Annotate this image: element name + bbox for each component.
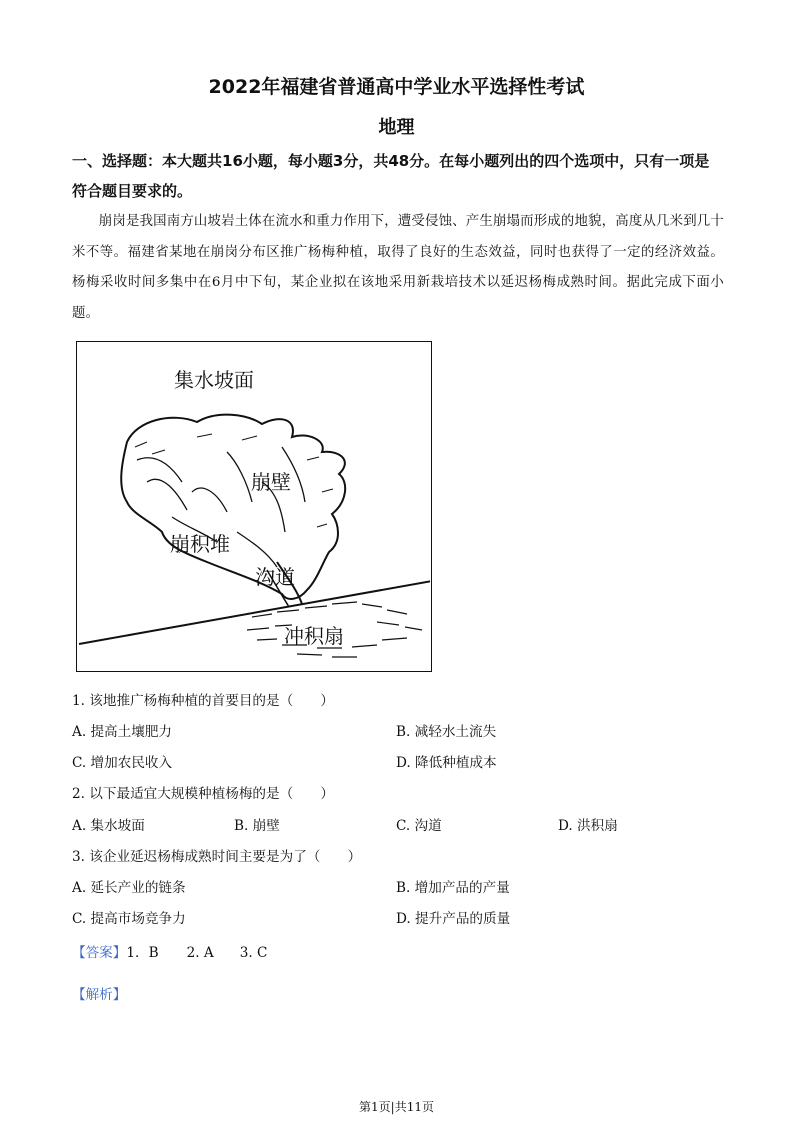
subject-title: 地理 xyxy=(378,117,415,138)
question-2-stem: 2. 以下最适宜大规模种植杨梅的是（ ） xyxy=(72,786,334,802)
passage-text: 崩岗是我国南方山坡岩土体在流水和重力作用下，遭受侵蚀、产生崩塌而形成的地貌，高度从几米到几十米不等。福建省某地在崩岗分布区推广杨梅种植，取得了良好的生态效益，同时也获得了一定的经济效益。杨梅采收时间多集中在6月中下旬，某企业拟在该地采用新栽培技术以延迟杨梅成熟时间。据此完成下面小题。 xyxy=(72,214,724,321)
question-1-option-c: C. 增加农民收入 xyxy=(72,755,173,771)
page-number: 第1页|共11页 xyxy=(359,1100,434,1114)
label-catchment-slope: 集水坡面 xyxy=(174,368,254,392)
answer-1: 1．B xyxy=(126,945,159,961)
question-2-option-d: D. 洪积扇 xyxy=(558,818,618,834)
question-1-option-b: B. 减轻水土流失 xyxy=(396,724,497,740)
question-3-stem: 3. 该企业延迟杨梅成熟时间主要是为了（ ） xyxy=(72,849,362,865)
exam-title: 2022年福建省普通高中学业水平选择性考试 xyxy=(208,76,585,98)
answer-label: 【答案】 xyxy=(72,945,127,961)
question-3-option-a: A. 延长产业的链条 xyxy=(72,880,186,896)
question-3-option-d: D. 提升产品的质量 xyxy=(396,911,511,927)
analysis-label: 【解析】 xyxy=(72,987,127,1003)
answer-2: 2. A xyxy=(186,945,214,961)
question-2-option-b: B. 崩壁 xyxy=(234,818,280,834)
label-colluvial-deposit: 崩积堆 xyxy=(170,532,230,556)
answer-3: 3. C xyxy=(239,945,268,961)
section-heading: 一、选择题：本大题共16小题，每小题3分，共48分。在每小题列出的四个选项中，只有一项是符合题目要求的。 xyxy=(72,152,710,200)
question-3-option-b: B. 增加产品的产量 xyxy=(396,880,510,896)
label-gully-channel: 沟道 xyxy=(255,565,295,589)
label-alluvial-fan: 冲积扇 xyxy=(284,624,344,648)
question-3-option-c: C. 提高市场竞争力 xyxy=(72,911,186,927)
question-2-option-c: C. 沟道 xyxy=(396,818,442,834)
question-1-stem: 1. 该地推广杨梅种植的首要目的是（ ） xyxy=(72,693,334,709)
question-1-option-d: D. 降低种植成本 xyxy=(396,755,497,771)
question-2-option-a: A. 集水坡面 xyxy=(72,818,145,834)
landform-figure xyxy=(76,341,432,672)
answer-line xyxy=(72,941,267,961)
label-collapse-wall: 崩壁 xyxy=(251,470,291,494)
question-1-option-a: A. 提高土壤肥力 xyxy=(72,724,173,740)
